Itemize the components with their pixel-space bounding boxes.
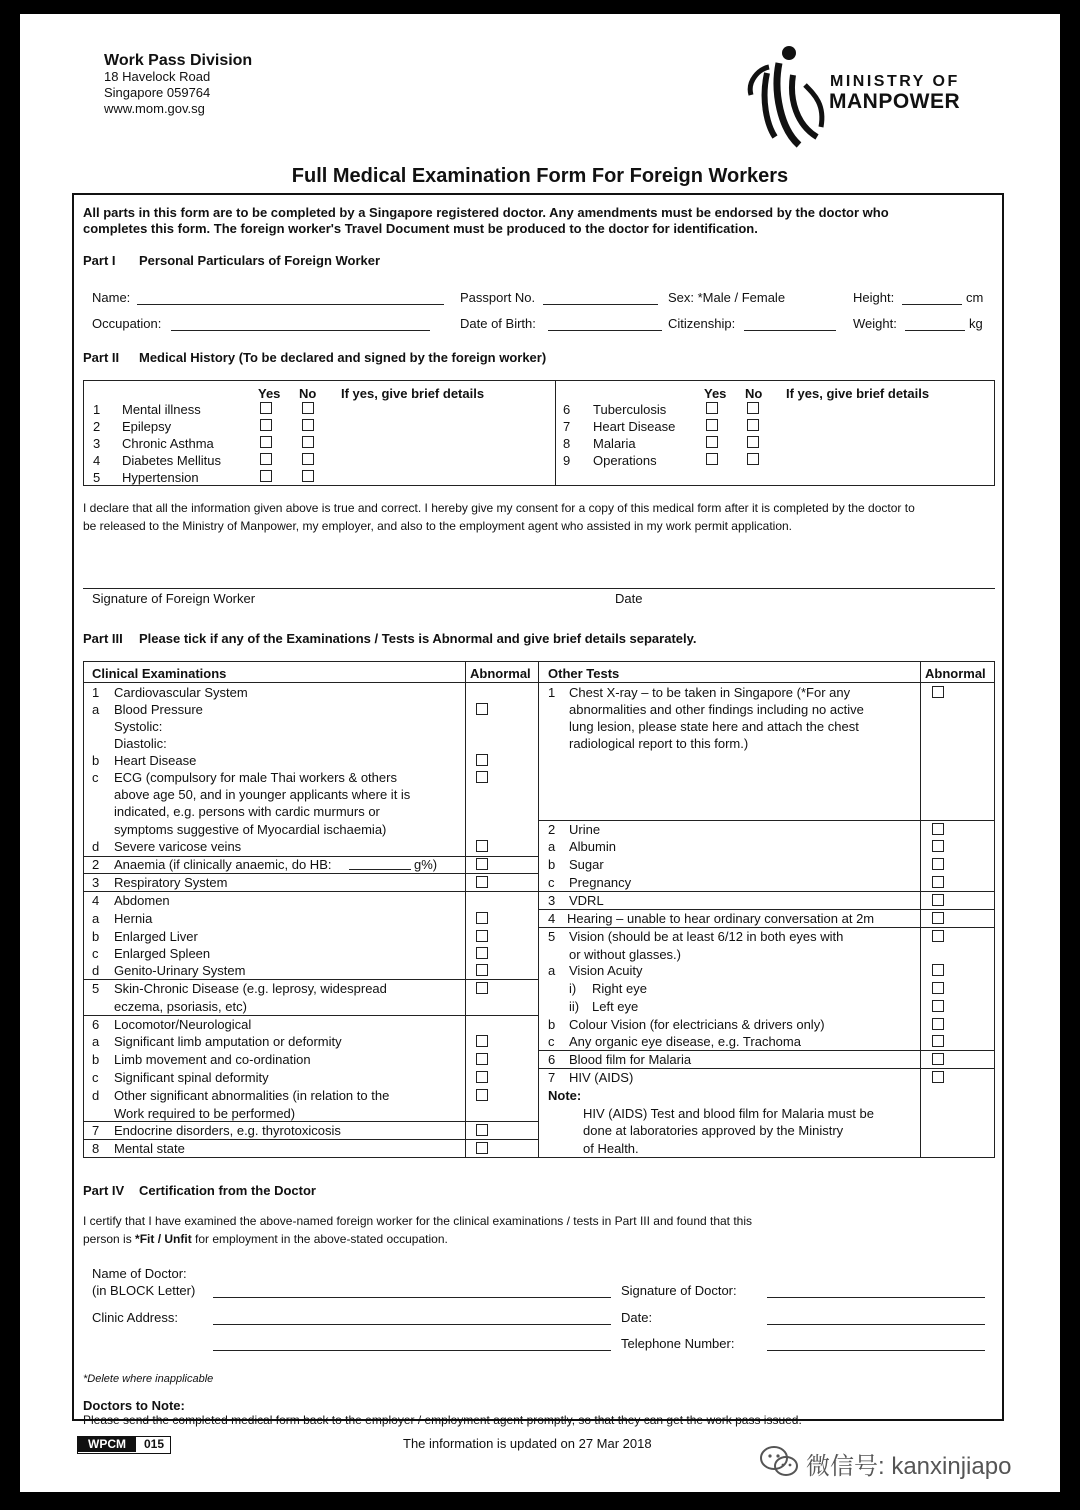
exam-item: Blood Pressure — [114, 702, 203, 717]
history-item: Heart Disease — [593, 419, 676, 434]
exam-item-cont: eczema, psoriasis, etc) — [114, 999, 247, 1014]
history-item: Operations — [593, 453, 657, 468]
item-number: 1 — [92, 685, 100, 700]
history-number: 8 — [563, 436, 571, 451]
abnormal-header: Abnormal — [925, 666, 986, 681]
item-number: 5 — [548, 929, 556, 944]
history-number: 7 — [563, 419, 571, 434]
history-number: 2 — [93, 419, 101, 434]
yes-checkbox[interactable] — [260, 453, 272, 465]
abnormal-checkbox[interactable] — [932, 894, 944, 906]
exam-item: Genito-Urinary System — [114, 963, 246, 978]
exam-item: Locomotor/Neurological — [114, 1017, 252, 1032]
exam-item: Significant spinal deformity — [114, 1070, 269, 1085]
doctors-note-heading: Doctors to Note: — [83, 1398, 185, 1413]
abnormal-checkbox[interactable] — [476, 840, 488, 852]
exam-item: Skin-Chronic Disease (e.g. leprosy, widespread — [114, 981, 387, 996]
item-number: 2 — [92, 857, 100, 872]
abnormal-checkbox[interactable] — [932, 1000, 944, 1012]
certification-text: I certify that I have examined the above-named foreign worker for the clinical examinations / tests in Part III and found that this — [83, 1214, 753, 1228]
part2-title: Medical History (To be declared and signed by the foreign worker) — [139, 350, 547, 365]
address-line: Singapore 059764 — [104, 85, 211, 100]
test-item-cont: abnormalities and other findings including no active — [569, 702, 864, 717]
abnormal-checkbox[interactable] — [932, 1018, 944, 1030]
item-letter: b — [92, 929, 100, 944]
test-item: Urine — [569, 822, 601, 837]
test-item-cont: lung lesion, please state here and attach the chest — [569, 719, 859, 734]
abnormal-checkbox[interactable] — [932, 930, 944, 942]
item-letter: d — [92, 1088, 100, 1103]
item-letter: c — [92, 770, 99, 785]
dob-label: Date of Birth: — [460, 316, 536, 331]
kg-unit: kg — [969, 316, 983, 331]
row-line — [538, 891, 995, 892]
item-number: 5 — [92, 981, 100, 996]
yes-checkbox[interactable] — [706, 419, 718, 431]
part1-title: Personal Particulars of Foreign Worker — [139, 253, 381, 268]
exam-item: Enlarged Liver — [114, 929, 198, 944]
abnormal-checkbox[interactable] — [932, 964, 944, 976]
item-letter: a — [548, 839, 556, 854]
abnormal-checkbox[interactable] — [476, 982, 488, 994]
item-number: 6 — [92, 1017, 100, 1032]
fit-unfit-text: *Fit / Unfit — [135, 1232, 192, 1246]
item-number: 3 — [92, 875, 100, 890]
height-field[interactable] — [902, 304, 962, 305]
clinic-address-field[interactable] — [213, 1324, 611, 1325]
intro-text: completes this form. The foreign worker's Travel Document must be produced to the doctor for identification. — [83, 221, 758, 236]
worker-date-label: Date — [615, 591, 643, 606]
test-item: VDRL — [569, 893, 604, 908]
test-item: HIV (AIDS) — [569, 1070, 634, 1085]
exam-item: Limb movement and co-ordination — [114, 1052, 311, 1067]
abnormal-checkbox[interactable] — [476, 771, 488, 783]
no-checkbox[interactable] — [302, 436, 314, 448]
yes-checkbox[interactable] — [706, 402, 718, 414]
item-letter: d — [92, 839, 100, 854]
item-letter: c — [548, 875, 555, 890]
occupation-label: Occupation: — [92, 316, 162, 331]
no-checkbox[interactable] — [302, 470, 314, 482]
exam-item: Heart Disease — [114, 753, 197, 768]
abnormal-header: Abnormal — [470, 666, 531, 681]
mom-logo-icon — [745, 45, 835, 151]
details-header: If yes, give brief details — [786, 386, 930, 401]
test-item: Right eye — [592, 981, 647, 996]
table-divider — [555, 380, 556, 486]
note-text: HIV (AIDS) Test and blood film for Malaria must be — [583, 1106, 874, 1121]
part1-label: Part I — [83, 253, 116, 268]
declaration-text: I declare that all the information given above is true and correct. I hereby give my consent for a copy of this medical form after it is completed by the doctor to — [83, 501, 915, 515]
signature-line[interactable] — [83, 588, 995, 589]
abnormal-checkbox[interactable] — [932, 840, 944, 852]
weight-label: Weight: — [853, 316, 897, 331]
item-letter: a — [92, 911, 100, 926]
no-checkbox[interactable] — [302, 419, 314, 431]
row-line — [538, 820, 995, 821]
history-item: Tuberculosis — [593, 402, 667, 417]
abnormal-checkbox[interactable] — [476, 930, 488, 942]
declaration-text: be released to the Ministry of Manpower, my employer, and also to the employment agent who assisted in my work permit application. — [83, 519, 793, 533]
item-roman: ii) — [569, 999, 580, 1014]
test-item: Vision (should be at least 6/12 in both eyes with — [569, 929, 844, 944]
division-name: Work Pass Division — [104, 52, 253, 69]
item-letter: b — [92, 1052, 100, 1067]
history-item: Mental illness — [122, 402, 201, 417]
note-label: Note: — [548, 1088, 582, 1103]
name-label: Name: — [92, 290, 131, 305]
doctor-signature-label: Signature of Doctor: — [621, 1283, 737, 1298]
exam-item-cont: Work required to be performed) — [114, 1106, 296, 1121]
exam-item: Endocrine disorders, e.g. thyrotoxicosis — [114, 1123, 341, 1138]
test-item: Left eye — [592, 999, 639, 1014]
doctors-note-text: Please send the completed medical form back to the employer / employment agent promptly, so that they can get the work pass issued. — [83, 1413, 802, 1427]
item-letter: a — [548, 963, 556, 978]
yes-checkbox[interactable] — [260, 470, 272, 482]
exam-item: Mental state — [114, 1141, 185, 1156]
no-checkbox[interactable] — [747, 419, 759, 431]
abnormal-checkbox[interactable] — [476, 964, 488, 976]
exam-item: ECG (compulsory for male Thai workers & others — [114, 770, 397, 785]
history-item: Epilepsy — [122, 419, 172, 434]
item-letter: a — [92, 1034, 100, 1049]
clinical-header: Clinical Examinations — [92, 666, 227, 681]
history-item: Malaria — [593, 436, 636, 451]
test-item: Albumin — [569, 839, 616, 854]
wechat-icon — [759, 1444, 801, 1480]
item-roman: i) — [569, 981, 577, 996]
abnormal-checkbox[interactable] — [476, 1053, 488, 1065]
item-letter: a — [92, 702, 100, 717]
exam-item: Other significant abnormalities (in relation to the — [114, 1088, 390, 1103]
abnormal-checkbox[interactable] — [932, 823, 944, 835]
item-number: 3 — [548, 893, 556, 908]
doctor-signature-field[interactable] — [767, 1297, 985, 1298]
test-item: Colour Vision (for electricians & drivers only) — [569, 1017, 825, 1032]
item-number: 1 — [548, 685, 556, 700]
item-number: 6 — [548, 1052, 556, 1067]
col-line — [465, 661, 466, 1158]
abnormal-checkbox[interactable] — [476, 1124, 488, 1136]
item-number: 8 — [92, 1141, 100, 1156]
test-item: Sugar — [569, 857, 604, 872]
abnormal-checkbox[interactable] — [932, 982, 944, 994]
doctor-name-label: Name of Doctor: — [92, 1266, 187, 1281]
doctor-date-label: Date: — [621, 1310, 653, 1325]
occupation-field[interactable] — [171, 330, 430, 331]
history-number: 9 — [563, 453, 571, 468]
history-number: 4 — [93, 453, 101, 468]
exam-item: Hernia — [114, 911, 153, 926]
details-header: If yes, give brief details — [341, 386, 485, 401]
test-item: Hearing – unable to hear ordinary conversation at 2m — [567, 911, 875, 926]
test-item: Blood film for Malaria — [569, 1052, 692, 1067]
website: www.mom.gov.sg — [104, 101, 205, 116]
note-text: of Health. — [583, 1141, 639, 1156]
citizenship-label: Citizenship: — [668, 316, 736, 331]
update-notice: The information is updated on 27 Mar 2018 — [403, 1436, 652, 1451]
item-letter: b — [548, 1017, 556, 1032]
yes-checkbox[interactable] — [260, 419, 272, 431]
test-item: Vision Acuity — [569, 963, 643, 978]
clinic-address-label: Clinic Address: — [92, 1310, 178, 1325]
height-label: Height: — [853, 290, 895, 305]
test-item-cont: radiological report to this form.) — [569, 736, 749, 751]
part2-label: Part II — [83, 350, 120, 365]
history-item: Hypertension — [122, 470, 199, 485]
abnormal-checkbox[interactable] — [932, 1053, 944, 1065]
item-number: 2 — [548, 822, 556, 837]
history-number: 3 — [93, 436, 101, 451]
form-code: WPCM — [78, 1437, 136, 1452]
doctor-name-sublabel: (in BLOCK Letter) — [92, 1283, 196, 1298]
other-tests-header: Other Tests — [548, 666, 620, 681]
cert-text-part: person is — [83, 1232, 136, 1246]
history-item: Diabetes Mellitus — [122, 453, 221, 468]
passport-label: Passport No. — [460, 290, 536, 305]
item-letter: d — [92, 963, 100, 978]
abnormal-checkbox[interactable] — [932, 686, 944, 698]
doctor-name-field[interactable] — [213, 1297, 611, 1298]
yes-checkbox[interactable] — [706, 436, 718, 448]
no-checkbox[interactable] — [302, 402, 314, 414]
exam-item-cont: symptoms suggestive of Myocardial ischaemia) — [114, 822, 387, 837]
part3-label: Part III — [83, 631, 123, 646]
item-letter: b — [548, 857, 556, 872]
passport-field[interactable] — [543, 304, 658, 305]
part3-title: Please tick if any of the Examinations / Tests is Abnormal and give brief details separately. — [139, 631, 697, 646]
name-field[interactable] — [137, 304, 444, 305]
abnormal-checkbox[interactable] — [476, 1142, 488, 1154]
clinic-address-field-2[interactable] — [213, 1350, 611, 1351]
abnormal-checkbox[interactable] — [476, 1035, 488, 1047]
exam-item: Enlarged Spleen — [114, 946, 211, 961]
exam-item: Severe varicose veins — [114, 839, 242, 854]
yes-header: Yes — [704, 386, 727, 401]
item-number: 4 — [548, 911, 556, 926]
exam-item-cont: above age 50, and in younger applicants where it is — [114, 787, 411, 802]
exam-item: Abdomen — [114, 893, 170, 908]
item-number: 7 — [548, 1070, 556, 1085]
abnormal-checkbox[interactable] — [476, 876, 488, 888]
sex-label: Sex: *Male / Female — [668, 290, 786, 305]
intro-text: All parts in this form are to be completed by a Singapore registered doctor. Any amendments must be endorsed by the doctor who — [83, 205, 889, 220]
no-checkbox[interactable] — [747, 402, 759, 414]
item-letter: c — [92, 946, 99, 961]
abnormal-checkbox[interactable] — [932, 912, 944, 924]
note-text: done at laboratories approved by the Ministry — [583, 1123, 844, 1138]
systolic-label: Systolic: — [114, 719, 163, 734]
exam-item-cont: indicated, e.g. persons with cardic murmurs or — [114, 804, 380, 819]
form-number: 015 — [143, 1437, 165, 1451]
cm-unit: cm — [966, 290, 984, 305]
exam-item: Anaemia (if clinically anaemic, do HB: — [114, 857, 332, 872]
history-number: 6 — [563, 402, 571, 417]
no-header: No — [299, 386, 317, 401]
item-number: 4 — [92, 893, 100, 908]
item-letter: c — [92, 1070, 99, 1085]
no-checkbox[interactable] — [747, 453, 759, 465]
wechat-watermark: 微信号: kanxinjiapo — [806, 1453, 1012, 1480]
abnormal-checkbox[interactable] — [932, 858, 944, 870]
history-number: 1 — [93, 402, 101, 417]
yes-checkbox[interactable] — [260, 402, 272, 414]
no-checkbox[interactable] — [747, 436, 759, 448]
cert-text-part: for employment in the above-stated occupation. — [191, 1232, 448, 1246]
item-letter: b — [92, 753, 100, 768]
yes-checkbox[interactable] — [706, 453, 718, 465]
doctor-date-field[interactable] — [767, 1324, 985, 1325]
abnormal-checkbox[interactable] — [476, 703, 488, 715]
abnormal-checkbox[interactable] — [476, 754, 488, 766]
abnormal-checkbox[interactable] — [932, 876, 944, 888]
logo-text-bottom: MANPOWER — [829, 90, 961, 113]
hb-field[interactable] — [349, 869, 411, 870]
no-checkbox[interactable] — [302, 453, 314, 465]
hb-unit: g%) — [414, 857, 438, 872]
address-block — [104, 53, 252, 117]
history-number: 5 — [93, 470, 101, 485]
logo-text-top: MINISTRY OF — [830, 73, 960, 90]
telephone-label: Telephone Number: — [621, 1336, 735, 1351]
test-item-cont: or without glasses.) — [569, 947, 681, 962]
test-item: Any organic eye disease, e.g. Trachoma — [569, 1034, 801, 1049]
test-item: Chest X-ray – to be taken in Singapore (*For any — [569, 685, 851, 700]
abnormal-checkbox[interactable] — [476, 858, 488, 870]
abnormal-checkbox[interactable] — [476, 947, 488, 959]
test-item: Pregnancy — [569, 875, 632, 890]
header-line — [83, 682, 995, 683]
exam-item: Respiratory System — [114, 875, 228, 890]
telephone-field[interactable] — [767, 1350, 985, 1351]
form-title: Full Medical Examination Form For Foreign Workers — [291, 165, 789, 187]
yes-header: Yes — [258, 386, 281, 401]
certification-text — [83, 1231, 448, 1248]
history-item: Chronic Asthma — [122, 436, 214, 451]
citizenship-field[interactable] — [744, 330, 836, 331]
item-number: 7 — [92, 1123, 100, 1138]
exam-item: Significant limb amputation or deformity — [114, 1034, 342, 1049]
diastolic-label: Diastolic: — [114, 736, 167, 751]
item-letter: c — [548, 1034, 555, 1049]
dob-field[interactable] — [548, 330, 662, 331]
exam-item: Cardiovascular System — [114, 685, 248, 700]
worker-signature-label: Signature of Foreign Worker — [92, 591, 256, 606]
yes-checkbox[interactable] — [260, 436, 272, 448]
weight-field[interactable] — [905, 330, 965, 331]
part4-label: Part IV — [83, 1183, 125, 1198]
abnormal-checkbox[interactable] — [476, 1071, 488, 1083]
address-line: 18 Havelock Road — [104, 69, 211, 84]
abnormal-checkbox[interactable] — [932, 1071, 944, 1083]
abnormal-checkbox[interactable] — [932, 1035, 944, 1047]
part4-title: Certification from the Doctor — [139, 1183, 316, 1198]
abnormal-checkbox[interactable] — [476, 1089, 488, 1101]
delete-note: *Delete where inapplicable — [83, 1373, 214, 1385]
no-header: No — [745, 386, 763, 401]
abnormal-checkbox[interactable] — [476, 912, 488, 924]
